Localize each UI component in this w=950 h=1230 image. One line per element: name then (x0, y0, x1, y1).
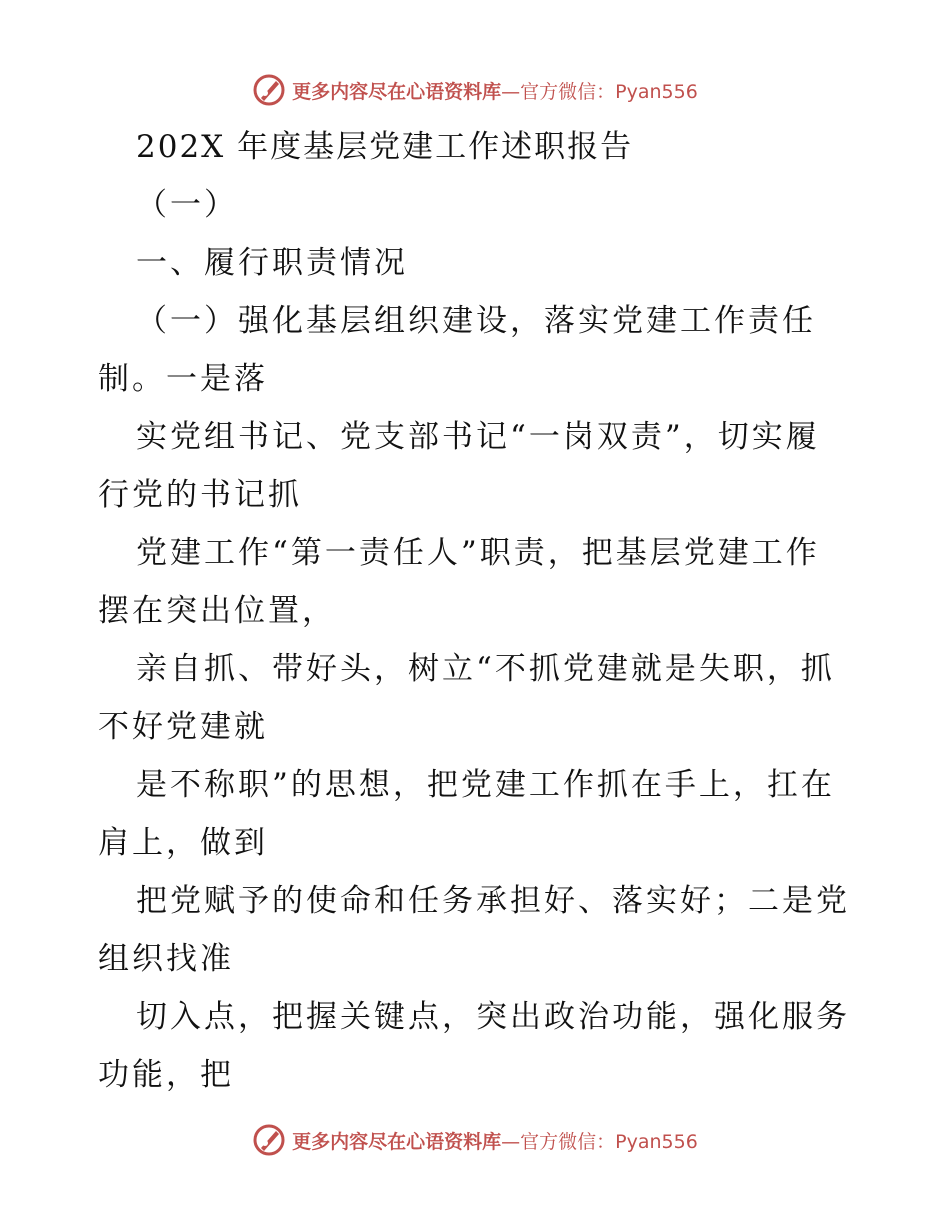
watermark-site: 更多内容尽在心语资料库 (292, 80, 502, 103)
paragraph-line: 制。一是落 (98, 361, 268, 397)
paragraph-line: 不好党建就 (98, 709, 268, 745)
pen-seal-icon (252, 1123, 286, 1157)
paragraph-line: 摆在突出位置， (98, 593, 336, 629)
document-body (98, 118, 858, 1104)
watermark-contact: —官方微信：Pyan556 (501, 1130, 698, 1153)
paragraph-line: 功能，把 (98, 1057, 234, 1093)
header-watermark (0, 70, 950, 110)
footer-watermark (0, 1120, 950, 1160)
pen-seal-icon (252, 73, 286, 107)
paragraph-line: 亲自抓、带好头，树立“不抓党建就是失职，抓 (136, 651, 835, 687)
watermark-text (292, 77, 698, 104)
paragraph-line: 是不称职”的思想，把党建工作抓在手上，扛在 (136, 767, 835, 803)
paragraph-line: 党建工作“第一责任人”职责，把基层党建工作 (136, 535, 820, 571)
paragraph-line: （一） (136, 187, 238, 223)
paragraph-line: 肩上，做到 (98, 825, 268, 861)
paragraph-line: 行党的书记抓 (98, 477, 302, 513)
paragraph-line: （一）强化基层组织建设，落实党建工作责任 (136, 303, 816, 339)
paragraph-line: 组织找准 (98, 941, 234, 977)
watermark-site: 更多内容尽在心语资料库 (292, 1130, 502, 1153)
watermark-text (292, 1127, 698, 1154)
paragraph-line: 切入点，把握关键点，突出政治功能，强化服务 (136, 999, 850, 1035)
paragraph-line: 实党组书记、党支部书记“一岗双责”，切实履 (136, 419, 820, 455)
document-lines (98, 176, 858, 1104)
document-title: 202X 年度基层党建工作述职报告 (136, 129, 634, 165)
paragraph-line: 把党赋予的使命和任务承担好、落实好；二是党 (136, 883, 850, 919)
watermark-contact: —官方微信：Pyan556 (501, 80, 698, 103)
paragraph-line: 一、履行职责情况 (136, 245, 408, 281)
